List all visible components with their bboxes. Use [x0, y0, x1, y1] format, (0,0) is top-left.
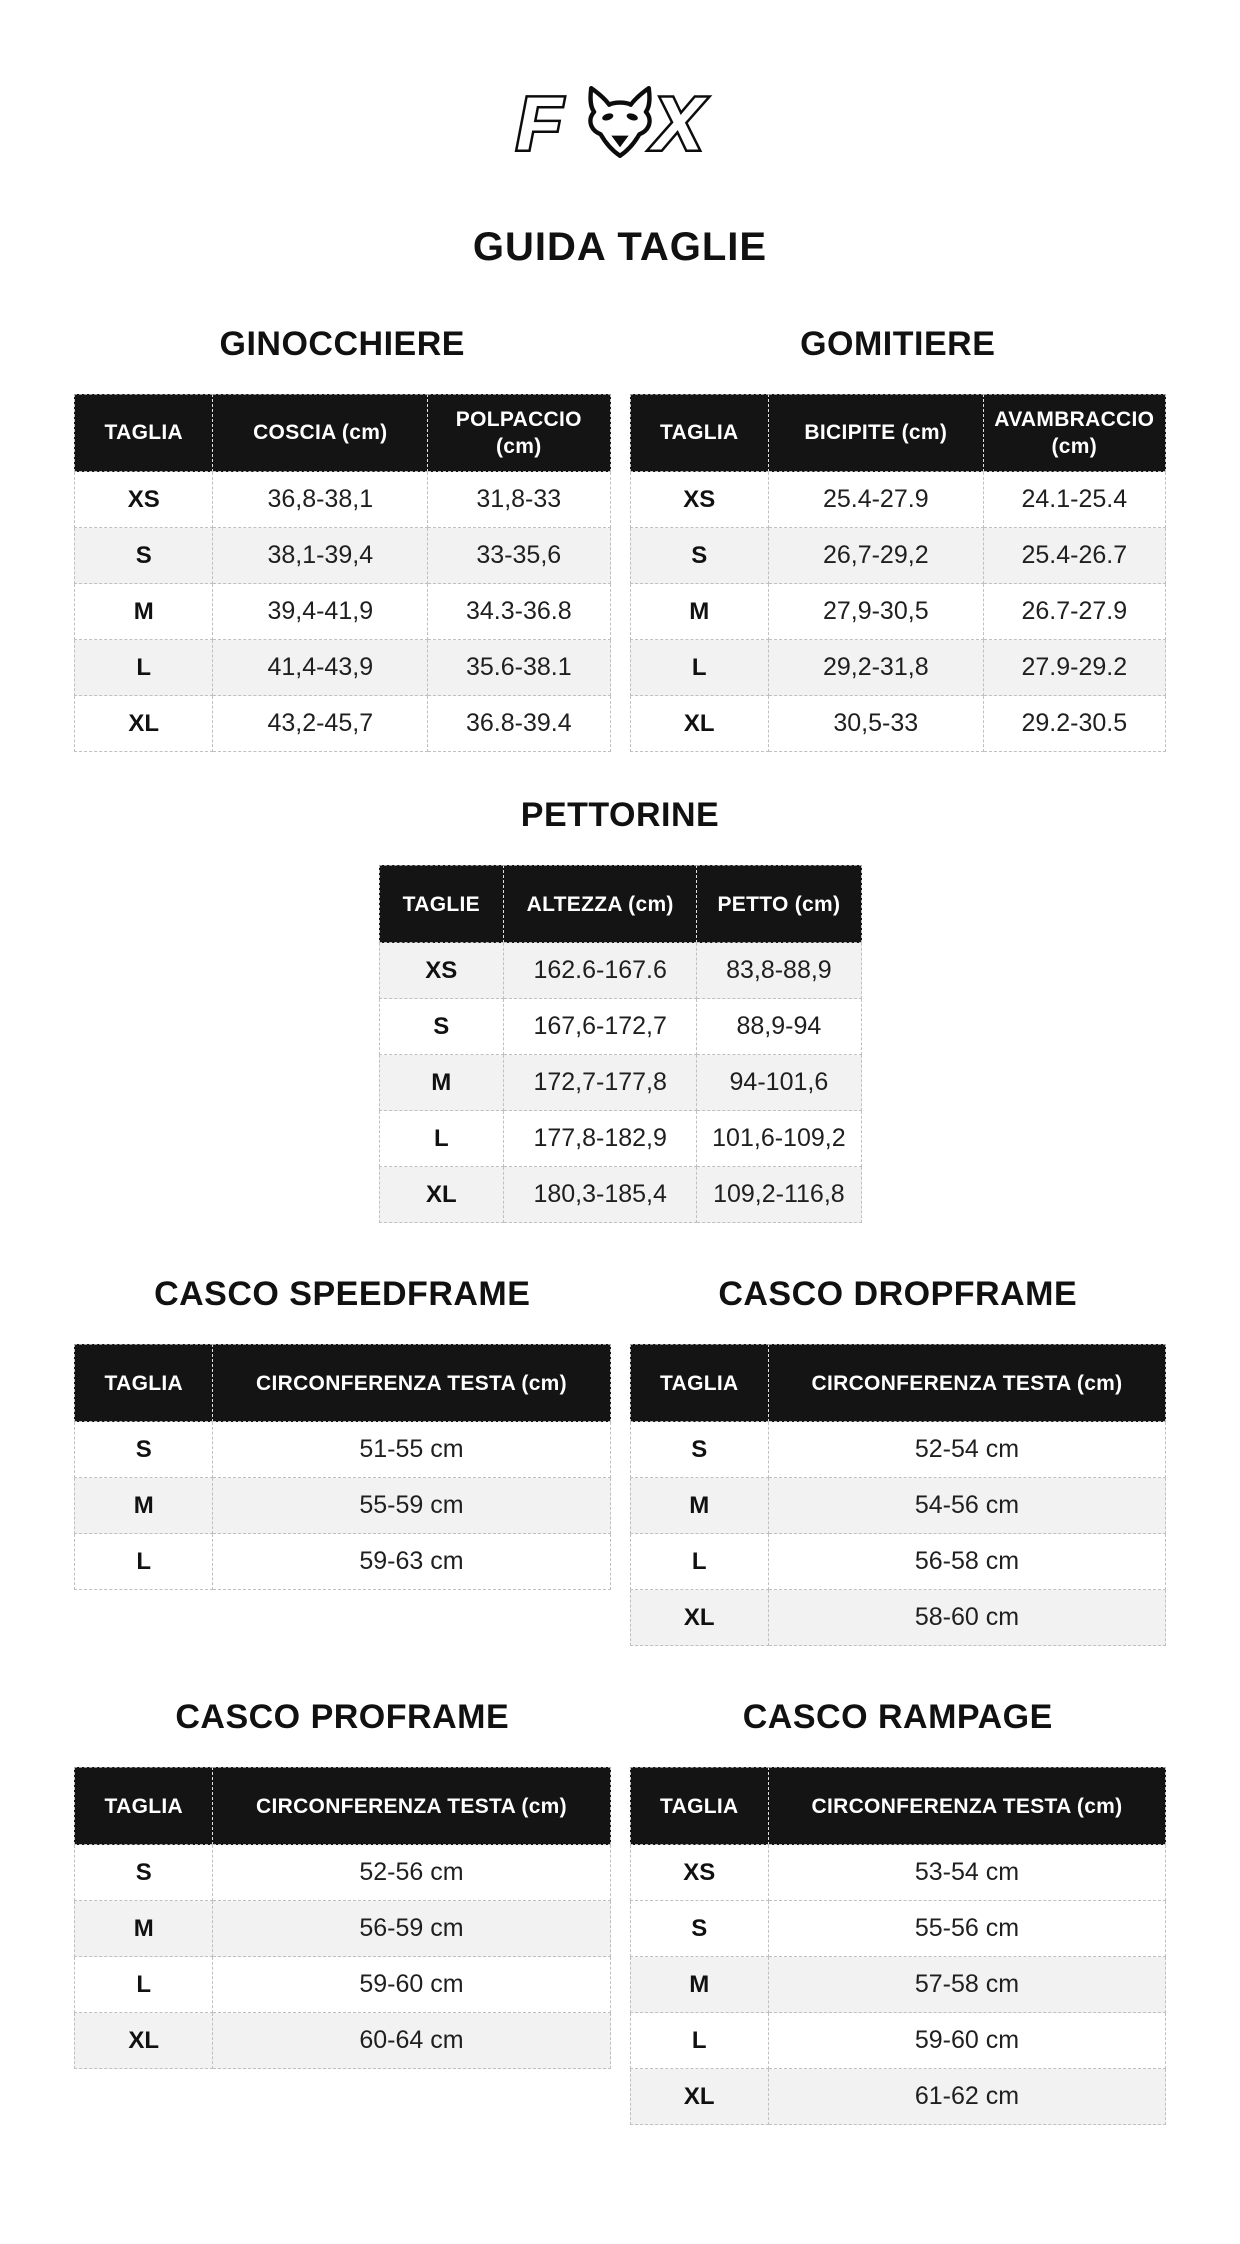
measure-cell: 55-59 cm [213, 1478, 610, 1534]
section-title: CASCO SPEEDFRAME [154, 1275, 531, 1314]
table-row [74, 1534, 611, 1590]
size-cell: S [379, 999, 505, 1055]
size-table-section-pettorine [74, 752, 1166, 1223]
measure-cell: 36,8-38,1 [213, 472, 428, 528]
column-header: BICIPITE (cm) [769, 394, 984, 472]
measure-cell: 180,3-185,4 [504, 1167, 697, 1223]
column-header: TAGLIA [74, 394, 213, 472]
measure-cell: 26.7-27.9 [984, 584, 1166, 640]
fox-head-icon [590, 88, 649, 156]
table-row [74, 1845, 611, 1901]
measure-cell: 58-60 cm [769, 1590, 1166, 1646]
size-cell: S [630, 1901, 769, 1957]
table-row [74, 1957, 611, 2013]
measure-cell: 109,2-116,8 [697, 1167, 861, 1223]
size-table-section-ginocchiere [74, 269, 611, 752]
measure-cell: 60-64 cm [213, 2013, 610, 2069]
measure-cell: 61-62 cm [769, 2069, 1166, 2125]
measure-cell: 25.4-27.9 [769, 472, 984, 528]
measure-cell: 101,6-109,2 [697, 1111, 861, 1167]
column-header: TAGLIA [74, 1344, 213, 1422]
measure-cell: 52-56 cm [213, 1845, 610, 1901]
column-header: TAGLIE [379, 865, 505, 943]
table-row [630, 2069, 1167, 2125]
size-cell: L [74, 640, 213, 696]
size-cell: L [630, 2013, 769, 2069]
measure-cell: 35.6-38.1 [428, 640, 610, 696]
table-row [74, 584, 611, 640]
measure-cell: 27,9-30,5 [769, 584, 984, 640]
measure-cell: 52-54 cm [769, 1422, 1166, 1478]
table-header-row [74, 1767, 611, 1845]
size-cell: M [74, 584, 213, 640]
size-cell: M [379, 1055, 505, 1111]
size-cell: XL [74, 696, 213, 752]
measure-cell: 36.8-39.4 [428, 696, 610, 752]
size-table [74, 394, 611, 752]
column-header: CIRCONFERENZA TESTA (cm) [213, 1344, 610, 1422]
size-cell: XL [74, 2013, 213, 2069]
size-table [630, 1344, 1167, 1646]
size-cell: XS [630, 472, 769, 528]
size-cell: L [74, 1957, 213, 2013]
size-cell: M [630, 1957, 769, 2013]
table-row [630, 640, 1167, 696]
table-row [630, 1901, 1167, 1957]
measure-cell: 83,8-88,9 [697, 943, 861, 999]
column-header: AVAMBRACCIO (cm) [984, 394, 1166, 472]
table-row [630, 1478, 1167, 1534]
column-header: TAGLIA [74, 1767, 213, 1845]
size-table-section-proframe [74, 1646, 611, 2069]
measure-cell: 29,2-31,8 [769, 640, 984, 696]
table-row [74, 472, 611, 528]
size-cell: M [74, 1901, 213, 1957]
column-header: CIRCONFERENZA TESTA (cm) [769, 1344, 1166, 1422]
size-table [630, 1767, 1167, 2125]
column-header: CIRCONFERENZA TESTA (cm) [213, 1767, 610, 1845]
measure-cell: 31,8-33 [428, 472, 610, 528]
table-row [379, 943, 862, 999]
size-cell: XL [630, 1590, 769, 1646]
measure-cell: 43,2-45,7 [213, 696, 428, 752]
column-header: PETTO (cm) [697, 865, 861, 943]
measure-cell: 59-60 cm [769, 2013, 1166, 2069]
table-row [74, 696, 611, 752]
column-header: TAGLIA [630, 394, 769, 472]
column-header: ALTEZZA (cm) [504, 865, 697, 943]
measure-cell: 38,1-39,4 [213, 528, 428, 584]
page-header [74, 86, 1166, 269]
table-row [74, 1422, 611, 1478]
size-cell: XS [630, 1845, 769, 1901]
page-title: GUIDA TAGLIE [472, 225, 768, 269]
size-table-section-speedframe [74, 1223, 611, 1590]
size-table [379, 865, 862, 1223]
measure-cell: 55-56 cm [769, 1901, 1166, 1957]
measure-cell: 94-101,6 [697, 1055, 861, 1111]
table-row [74, 528, 611, 584]
logo-letter-f: F [516, 86, 563, 158]
size-cell: XL [379, 1167, 505, 1223]
table-row [630, 1534, 1167, 1590]
size-cell: L [74, 1534, 213, 1590]
size-cell: XL [630, 696, 769, 752]
table-row [630, 1590, 1167, 1646]
section-title: CASCO DROPFRAME [718, 1275, 1078, 1314]
table-row [379, 999, 862, 1055]
size-cell: XS [74, 472, 213, 528]
measure-cell: 27.9-29.2 [984, 640, 1166, 696]
logo-letter-x: X [653, 86, 704, 158]
table-row [630, 696, 1167, 752]
table-row [630, 472, 1167, 528]
size-table [74, 1344, 611, 1590]
table-row [379, 1111, 862, 1167]
measure-cell: 162.6-167.6 [504, 943, 697, 999]
table-row [630, 1957, 1167, 2013]
table-header-row [74, 1344, 611, 1422]
table-row [630, 584, 1167, 640]
table-header-row [379, 865, 862, 943]
size-cell: M [630, 1478, 769, 1534]
size-cell: M [630, 584, 769, 640]
table-row [630, 1845, 1167, 1901]
size-table-section-rampage [630, 1646, 1167, 2125]
measure-cell: 59-63 cm [213, 1534, 610, 1590]
measure-cell: 172,7-177,8 [504, 1055, 697, 1111]
size-cell: L [379, 1111, 505, 1167]
size-cell: XL [630, 2069, 769, 2125]
measure-cell: 24.1-25.4 [984, 472, 1166, 528]
measure-cell: 51-55 cm [213, 1422, 610, 1478]
measure-cell: 56-59 cm [213, 1901, 610, 1957]
size-cell: S [74, 1422, 213, 1478]
column-header: COSCIA (cm) [213, 394, 428, 472]
measure-cell: 41,4-43,9 [213, 640, 428, 696]
size-table-section-gomitiere [630, 269, 1167, 752]
measure-cell: 88,9-94 [697, 999, 861, 1055]
measure-cell: 56-58 cm [769, 1534, 1166, 1590]
table-row [74, 2013, 611, 2069]
size-cell: S [74, 528, 213, 584]
tables-area [74, 269, 1166, 2125]
section-title: GOMITIERE [800, 325, 996, 363]
table-header-row [630, 394, 1167, 472]
measure-cell: 54-56 cm [769, 1478, 1166, 1534]
measure-cell: 59-60 cm [213, 1957, 610, 2013]
section-title: GINOCCHIERE [219, 325, 465, 363]
table-row [630, 528, 1167, 584]
column-header: CIRCONFERENZA TESTA (cm) [769, 1767, 1166, 1845]
size-table [630, 394, 1167, 752]
measure-cell: 25.4-26.7 [984, 528, 1166, 584]
table-row [630, 2013, 1167, 2069]
size-cell: L [630, 640, 769, 696]
table-row [379, 1055, 862, 1111]
measure-cell: 29.2-30.5 [984, 696, 1166, 752]
table-row [74, 1901, 611, 1957]
measure-cell: 26,7-29,2 [769, 528, 984, 584]
measure-cell: 53-54 cm [769, 1845, 1166, 1901]
size-cell: M [74, 1478, 213, 1534]
measure-cell: 39,4-41,9 [213, 584, 428, 640]
table-header-row [630, 1344, 1167, 1422]
size-cell: S [74, 1845, 213, 1901]
section-title: PETTORINE [520, 796, 720, 835]
section-title: CASCO RAMPAGE [742, 1698, 1053, 1737]
section-title: CASCO PROFRAME [175, 1698, 510, 1737]
size-table [74, 1767, 611, 2069]
column-header: POLPACCIO (cm) [428, 394, 610, 472]
size-table-section-dropframe [630, 1223, 1167, 1646]
table-row [74, 640, 611, 696]
size-cell: XS [379, 943, 505, 999]
measure-cell: 177,8-182,9 [504, 1111, 697, 1167]
measure-cell: 30,5-33 [769, 696, 984, 752]
measure-cell: 167,6-172,7 [504, 999, 697, 1055]
measure-cell: 33-35,6 [428, 528, 610, 584]
column-header: TAGLIA [630, 1767, 769, 1845]
table-row [379, 1167, 862, 1223]
size-cell: L [630, 1534, 769, 1590]
table-row [74, 1478, 611, 1534]
table-header-row [630, 1767, 1167, 1845]
size-cell: S [630, 1422, 769, 1478]
size-cell: S [630, 528, 769, 584]
table-header-row [74, 394, 611, 472]
column-header: TAGLIA [630, 1344, 769, 1422]
measure-cell: 57-58 cm [769, 1957, 1166, 2013]
fox-logo [512, 86, 728, 158]
measure-cell: 34.3-36.8 [428, 584, 610, 640]
table-row [630, 1422, 1167, 1478]
